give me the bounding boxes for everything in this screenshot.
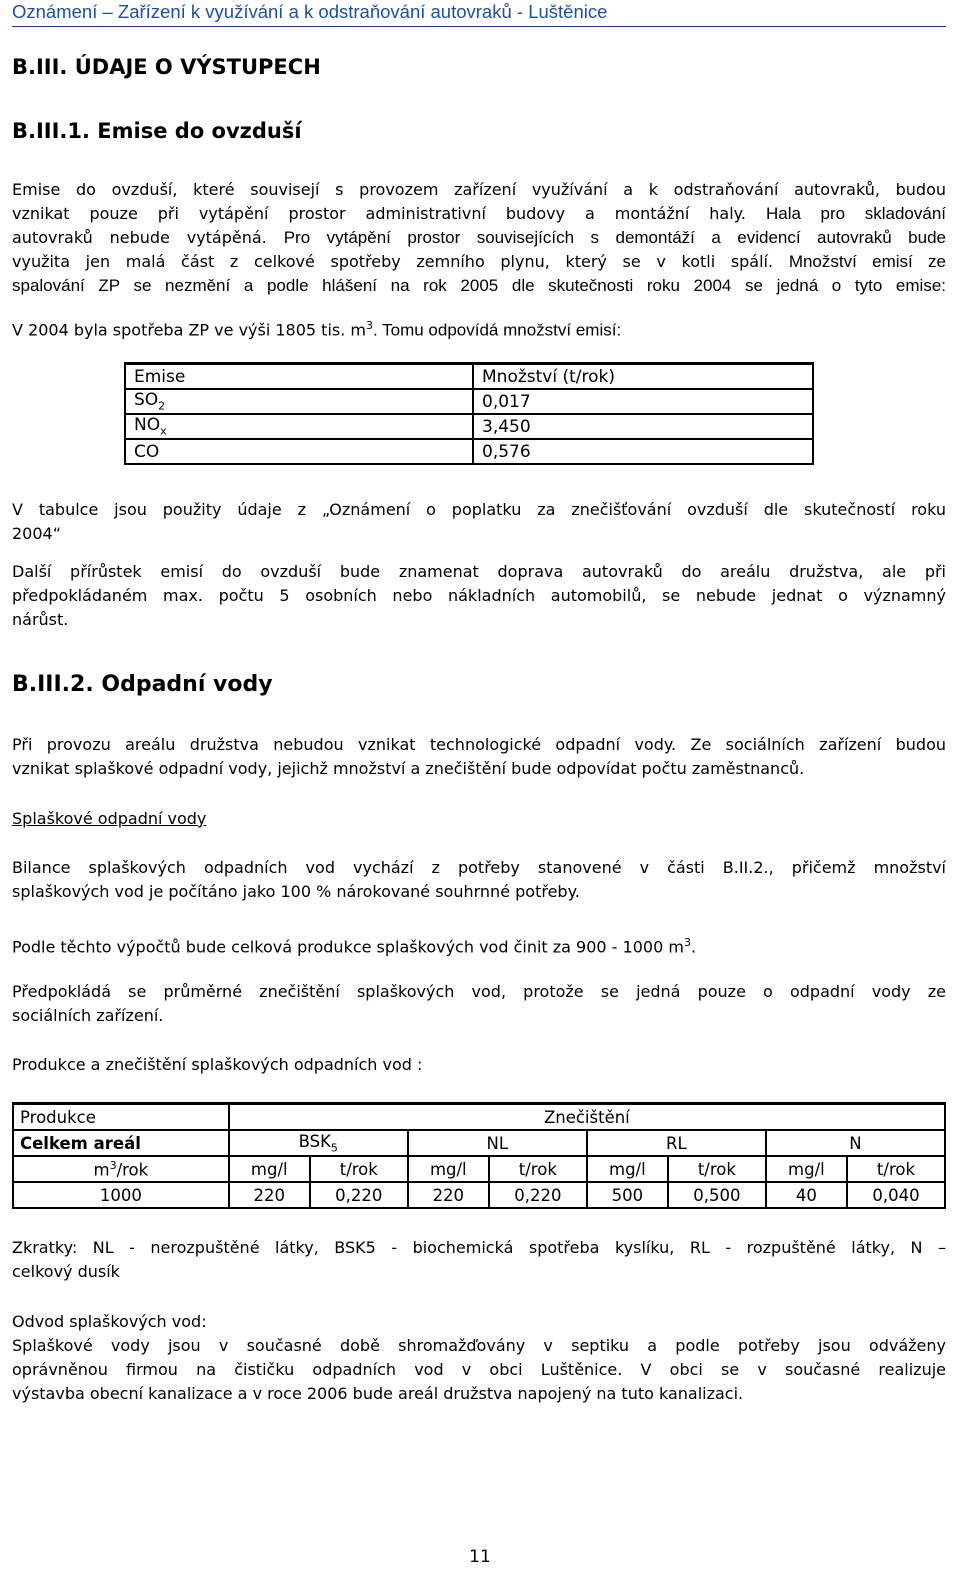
table-cell: 0,576 bbox=[473, 439, 813, 464]
table-row bbox=[125, 389, 813, 414]
text-line bbox=[12, 226, 946, 250]
header-cell: Znečištění bbox=[229, 1104, 945, 1131]
superscript: 3 bbox=[365, 319, 373, 332]
text-segment: . Tomu odpovídá množství emisí: bbox=[372, 320, 622, 340]
emissions-table bbox=[124, 362, 814, 465]
subheading-sewage bbox=[12, 807, 946, 831]
text-line bbox=[12, 250, 946, 274]
subscript: x bbox=[160, 424, 167, 438]
paragraph-production-heading bbox=[12, 1053, 946, 1077]
table-cell: 40 bbox=[766, 1182, 847, 1208]
text-segment: . bbox=[690, 937, 697, 957]
unit-cell: t/rok bbox=[668, 1156, 766, 1182]
text-segment: V 2004 byla spotřeba ZP ve výši 1805 tis. m bbox=[12, 320, 366, 340]
unit-cell: mg/l bbox=[587, 1156, 668, 1182]
table-cell bbox=[125, 439, 473, 464]
paragraph-abbreviations bbox=[12, 1236, 946, 1284]
unit-text: m bbox=[93, 1160, 110, 1180]
table-row bbox=[125, 414, 813, 439]
paragraph-emissions-intro bbox=[12, 178, 946, 298]
text-line bbox=[12, 202, 946, 226]
text-line: výstavba obecní kanalizace a v roce 2006 bude areál družstva napojený na tuto kanalizaci. bbox=[12, 1384, 744, 1403]
table-cell: 220 bbox=[229, 1182, 310, 1208]
unit-cell: mg/l bbox=[229, 1156, 310, 1182]
table-cell: 0,500 bbox=[668, 1182, 766, 1208]
subscript: 5 bbox=[330, 1141, 338, 1155]
text-line: Produkce a znečištění splaškových odpadních vod : bbox=[12, 1055, 423, 1074]
unit-text: /rok bbox=[116, 1160, 149, 1180]
page-number: 11 bbox=[469, 1547, 491, 1567]
pollutant-name: NO bbox=[134, 415, 161, 436]
text-segment: Množství emisí ze bbox=[788, 252, 946, 271]
header-cell: Produkce bbox=[13, 1104, 229, 1131]
table-cell bbox=[125, 414, 473, 439]
text-line: Odvod splaškových vod: bbox=[12, 1312, 207, 1331]
subscript: 2 bbox=[158, 399, 166, 413]
header-cell: Množství (t/rok) bbox=[473, 364, 813, 390]
paragraph-table-source bbox=[12, 498, 946, 546]
header-cell: Emise bbox=[125, 364, 473, 390]
text-line: vznikat splaškové odpadní vody, jejichž množství a znečištění bude odpovídat počtu zaměstnanců. bbox=[12, 759, 805, 778]
table-row bbox=[13, 1182, 945, 1208]
table-header-row bbox=[125, 364, 813, 390]
unit-cell: t/rok bbox=[489, 1156, 587, 1182]
paragraph-traffic-emissions bbox=[12, 560, 946, 632]
text-segment: Podle těchto výpočtů bude celková produkce splaškových vod činit za 900 - 1000 m bbox=[12, 937, 684, 957]
text-line: předpokládaném max. počtu 5 osobních nebo nákladních automobilů, se nebude jednat o významný bbox=[12, 586, 946, 605]
table-cell: 0,220 bbox=[310, 1182, 408, 1208]
table-cell: 1000 bbox=[13, 1182, 229, 1208]
text-line: Zkratky: NL - nerozpuštěné látky, BSK5 - biochemická spotřeba kyslíku, RL - rozpuštěné látky, N – bbox=[12, 1238, 946, 1257]
header-cell: N bbox=[766, 1130, 945, 1156]
text-segment: Pro vytápění prostor souvisejících s demontáží a evidencí autovraků bude bbox=[283, 228, 946, 247]
paragraph-sewage-volume bbox=[12, 931, 946, 959]
table-cell: 3,450 bbox=[473, 414, 813, 439]
text-line: splaškových vod je počítáno jako 100 % nárokované souhrnné potřeby. bbox=[12, 882, 580, 901]
text-line: celkový dusík bbox=[12, 1262, 120, 1281]
section-title-b3: B.III. ÚDAJE O VÝSTUPECH bbox=[12, 55, 321, 79]
table-cell: 220 bbox=[408, 1182, 489, 1208]
paragraph-pollution-assumption bbox=[12, 980, 946, 1028]
superscript: 3 bbox=[109, 1158, 117, 1172]
text-line: Splaškové odpadní vody bbox=[12, 809, 207, 828]
paragraph-waste-water-intro bbox=[12, 733, 946, 781]
text-line: oprávněnou firmou na čističku odpadních vod v obci Luštěnice. V obci se v současné realizuje bbox=[12, 1360, 946, 1379]
text-segment: Hala pro skladování bbox=[766, 204, 946, 223]
header-cell bbox=[229, 1130, 408, 1156]
text-line: nárůst. bbox=[12, 610, 69, 629]
table-units-row bbox=[13, 1156, 945, 1182]
text-line: 2004“ bbox=[12, 524, 62, 543]
text-line bbox=[12, 314, 946, 342]
table-cell bbox=[125, 389, 473, 414]
text-line: Předpokládá se průměrné znečištění splaškových vod, protože se jedná pouze o odpadní vody ze bbox=[12, 982, 946, 1001]
unit-cell: t/rok bbox=[847, 1156, 945, 1182]
unit-cell bbox=[13, 1156, 229, 1182]
text-line: Emise do ovzduší, které souvisejí s provozem zařízení využívání a k odstraňování autovraků, budou bbox=[12, 180, 946, 199]
paragraph-sewage-disposal bbox=[12, 1310, 946, 1406]
text-line: sociálních zařízení. bbox=[12, 1006, 164, 1025]
text-line: V tabulce jsou použity údaje z „Oznámení o poplatku za znečišťování ovzduší dle skutečností roku bbox=[12, 500, 946, 519]
text-segment: využita jen malá část z celkové spotřeby zemního plynu, který se v kotli spálí. bbox=[12, 252, 774, 271]
table-cell: 500 bbox=[587, 1182, 668, 1208]
text-line: Bilance splaškových odpadních vod vychází z potřeby stanovené v části B.II.2., přičemž množství bbox=[12, 858, 946, 877]
page-header bbox=[12, 0, 946, 27]
table-header-row bbox=[13, 1130, 945, 1156]
text-line bbox=[12, 931, 946, 959]
header-title: Oznámení – Zařízení k využívání a k odstraňování autovraků - Luštěnice bbox=[12, 1, 608, 22]
sewage-production-table bbox=[12, 1102, 946, 1209]
text-segment: autovraků nebude vytápěná. bbox=[12, 228, 267, 247]
paragraph-gas-consumption bbox=[12, 314, 946, 342]
text-line: Splaškové vody jsou v současné době shromažďovány v septiku a podle potřeby jsou odváženy bbox=[12, 1336, 946, 1355]
text-line: spalování ZP se nezmění a podle hlášení na rok 2005 dle skutečnosti roku 2004 se jedná o tyto emise: bbox=[12, 276, 946, 295]
section-title-b32: B.III.2. Odpadní vody bbox=[12, 672, 273, 697]
table-header-row bbox=[13, 1104, 945, 1131]
header-cell: Celkem areál bbox=[13, 1130, 229, 1156]
header-cell: RL bbox=[587, 1130, 766, 1156]
text-line: Další přírůstek emisí do ovzduší bude znamenat doprava autovraků do areálu družstva, ale při bbox=[12, 562, 946, 581]
table-cell: 0,040 bbox=[847, 1182, 945, 1208]
text-line: Při provozu areálu družstva nebudou vznikat technologické odpadní vody. Ze sociálních zařízení budou bbox=[12, 735, 946, 754]
text-segment: vznikat pouze při vytápění prostor administrativní budovy a montážní haly. bbox=[12, 204, 746, 223]
table-row bbox=[125, 439, 813, 464]
unit-cell: mg/l bbox=[408, 1156, 489, 1182]
pollutant-name: SO bbox=[134, 390, 159, 411]
unit-cell: mg/l bbox=[766, 1156, 847, 1182]
paragraph-sewage-balance bbox=[12, 856, 946, 904]
table-cell: 0,220 bbox=[489, 1182, 587, 1208]
pollutant-name: CO bbox=[134, 441, 160, 462]
section-title-b31: B.III.1. Emise do ovzduší bbox=[12, 119, 302, 143]
superscript: 3 bbox=[683, 936, 691, 949]
table-cell: 0,017 bbox=[473, 389, 813, 414]
header-cell: NL bbox=[408, 1130, 587, 1156]
unit-cell: t/rok bbox=[310, 1156, 408, 1182]
header-text: BSK bbox=[298, 1131, 331, 1151]
